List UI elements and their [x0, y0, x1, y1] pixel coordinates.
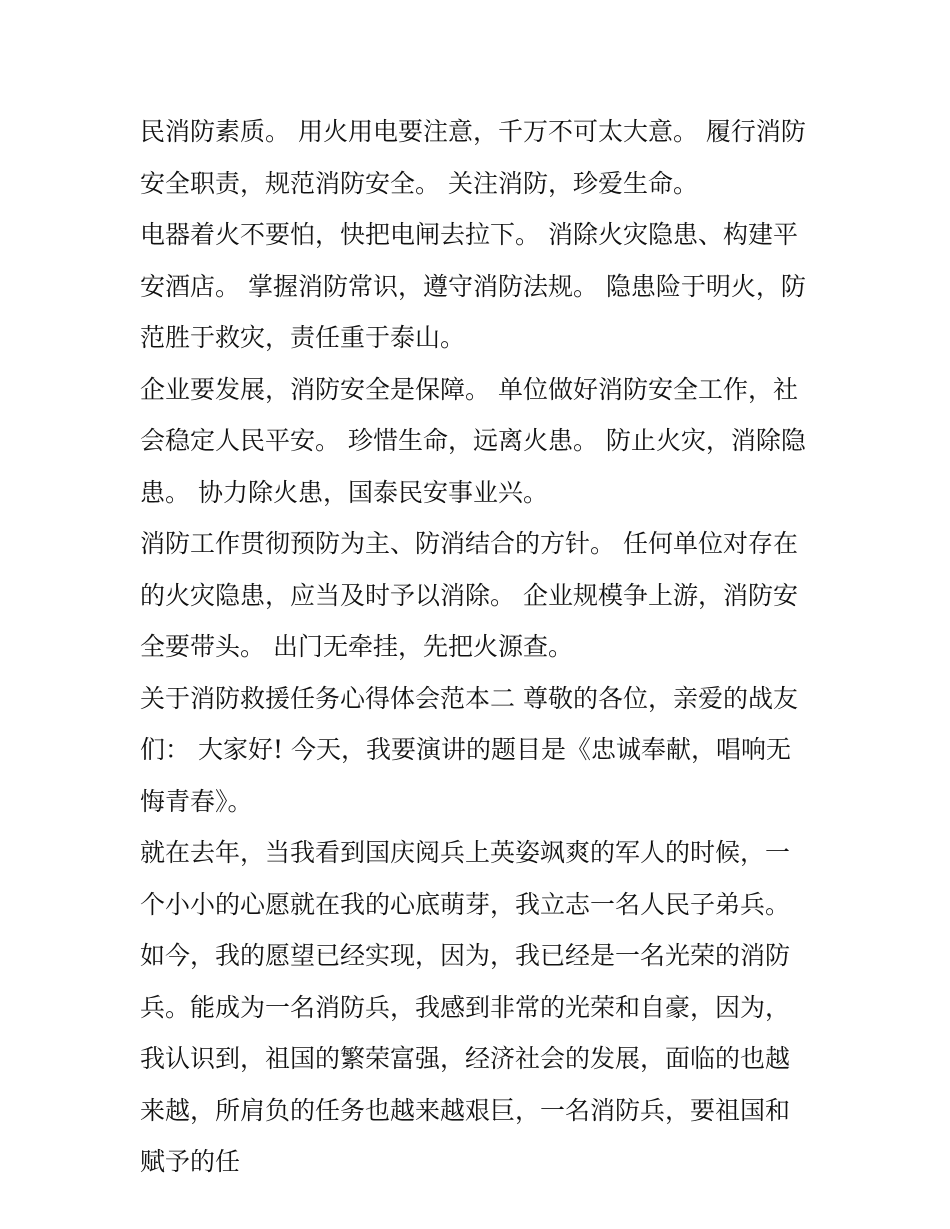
document-body	[140, 106, 814, 1188]
paragraph-5: 关于消防救援任务心得体会范本二 尊敬的各位，亲爱的战友们： 大家好! 今天，我要演讲的题目是《忠诚奉献，唱响无悔青春》。	[140, 683, 798, 816]
paragraph-6: 就在去年，当我看到国庆阅兵上英姿飒爽的军人的时候，一个小小的心愿就在我的心底萌芽，我立志一名人民子弟兵。如今，我的愿望已经实现，因为，我已经是一名光荣的消防兵。能成为一名消防兵，我感到非常的光荣和自豪，因为，我认识到，祖国的繁荣富强，经济社会的发展，面临的也越来越，所肩负的任务也越来越艰巨，一名消防兵，要祖国和赋予的任	[140, 838, 791, 1176]
paragraph-4: 消防工作贯彻预防为主、防消结合的方针。 任何单位对存在的火灾隐患，应当及时予以消除。 企业规模争上游，消防安全要带头。 出门无牵挂，先把火源查。	[140, 529, 798, 661]
paragraph-1: 民消防素质。 用火用电要注意，千万不可太大意。 履行消防安全职责，规范消防安全。 关注消防，珍爱生命。	[140, 117, 806, 198]
paragraph-3: 企业要发展，消防安全是保障。 单位做好消防安全工作，社会稳定人民平安。 珍惜生命，远离火患。 防止火灾，消除隐患。 协力除火患，国泰民安事业兴。	[140, 374, 806, 507]
paragraph-2: 电器着火不要怕，快把电闸去拉下。 消除火灾隐患、构建平安酒店。 掌握消防常识，遵守消防法规。 隐患险于明火，防范胜于救灾，责任重于泰山。	[140, 220, 806, 352]
